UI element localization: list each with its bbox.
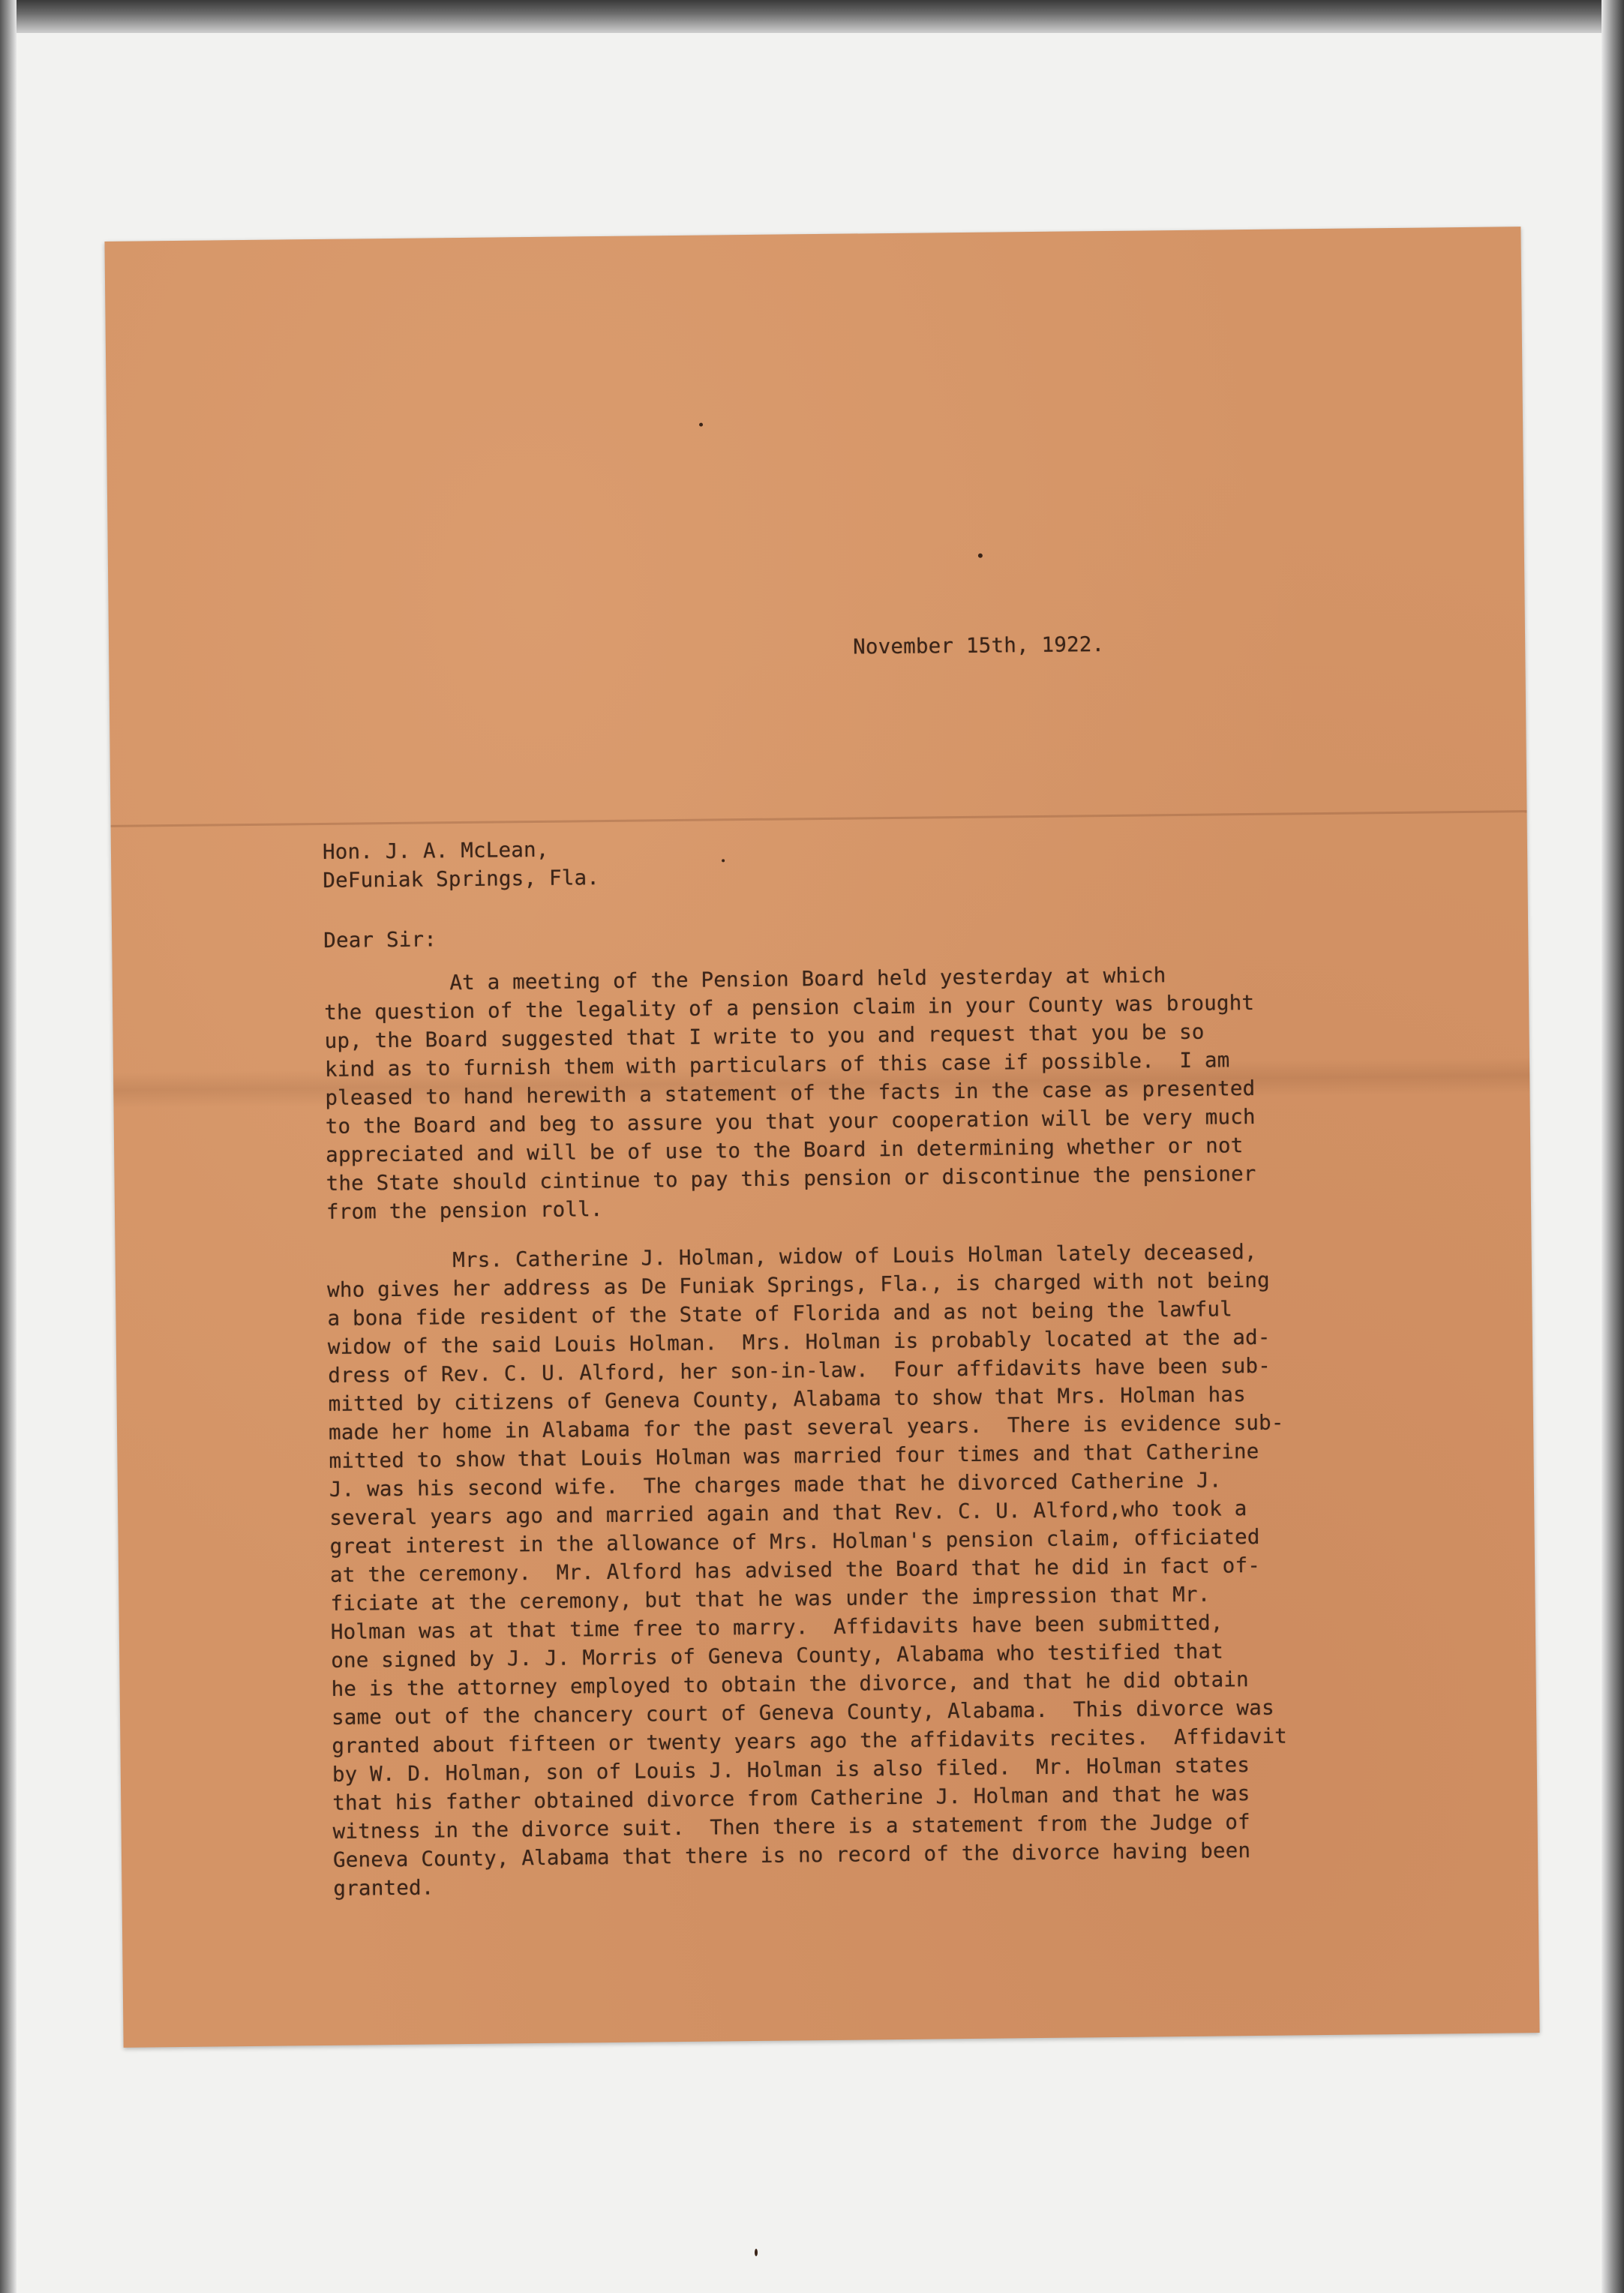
ink-speck xyxy=(978,554,983,558)
text-line: J. was his second wife. The charges made that he divorced Catherine J. xyxy=(329,1468,1222,1502)
ink-speck xyxy=(755,2249,758,2256)
text-line: granted about fifteen or twenty years ago the affidavits recites. Affidavit xyxy=(332,1724,1288,1758)
text-line: great interest in the allowance of Mrs. Holman's pension claim, officiated xyxy=(329,1524,1260,1559)
text-line: at the ceremony. Mr. Alford has advised the Board that he did in fact of- xyxy=(329,1553,1261,1587)
text-line: up, the Board suggested that I write to you and request that you be so xyxy=(324,1019,1205,1053)
text-line: At a meeting of the Pension Board held yesterday at which xyxy=(323,963,1166,996)
text-line: granted. xyxy=(333,1875,434,1901)
text-line: a bona fide resident of the State of Florida and as not being the lawful xyxy=(327,1297,1233,1331)
scanner-left-edge xyxy=(0,0,17,2293)
letter-page xyxy=(104,227,1539,2048)
scanner-top-edge xyxy=(0,0,1624,33)
paper-fold-line xyxy=(111,810,1527,827)
text-line: ficiate at the ceremony, but that he was under the impression that Mr. xyxy=(330,1582,1211,1616)
text-line: pleased to hand herewith a statement of the facts in the case as presented xyxy=(325,1076,1256,1110)
text-line: witness in the divorce suit. Then there is a statement from the Judge of xyxy=(332,1810,1250,1844)
text-line: several years ago and married again and that Rev. C. U. Alford,who took a xyxy=(329,1496,1247,1530)
text-line: the question of the legality of a pension claim in your County was brought xyxy=(324,990,1255,1025)
text-line: who gives her address as De Funiak Springs, Fla., is charged with not being xyxy=(326,1268,1270,1302)
scanner-right-edge xyxy=(1601,0,1624,2293)
text-line: to the Board and beg to assure you that your cooperation will be very much xyxy=(325,1104,1256,1139)
text-line: that his father obtained divorce from Catherine J. Holman and that he was xyxy=(332,1781,1250,1815)
text-line: by W. D. Holman, son of Louis J. Holman is also filed. Mr. Holman states xyxy=(332,1753,1250,1787)
text-line: mitted by citizens of Geneva County, Alabama to show that Mrs. Holman has xyxy=(328,1382,1247,1416)
text-line: Holman was at that time free to marry. Affidavits have been submitted, xyxy=(330,1610,1223,1644)
text-line: the State should cintinue to pay this pension or discontinue the pensioner xyxy=(326,1161,1256,1196)
ink-speck xyxy=(699,423,703,427)
text-line: Mrs. Catherine J. Holman, widow of Louis Holman lately deceased, xyxy=(326,1239,1257,1274)
text-line: kind as to furnish them with particulars of this case if possible. I am xyxy=(324,1048,1230,1082)
text-line: same out of the chancery court of Geneva County, Alabama. This divorce was xyxy=(331,1695,1274,1730)
text-line: mitted to show that Louis Holman was married four times and that Catherine xyxy=(329,1439,1259,1473)
text-line: widow of the said Louis Holman. Mrs. Holman is probably located at the ad- xyxy=(327,1325,1271,1359)
letter-date: November 15th, 1922. xyxy=(852,632,1105,659)
recipient-address xyxy=(323,835,599,895)
body-paragraph-1 xyxy=(324,958,1496,1226)
salutation: Dear Sir: xyxy=(323,927,437,953)
ink-speck xyxy=(722,859,725,862)
recipient-line: Hon. J. A. McLean, xyxy=(322,837,549,864)
text-line: dress of Rev. C. U. Alford, her son-in-law. Four affidavits have been sub- xyxy=(328,1353,1271,1388)
text-line: Geneva County, Alabama that there is no record of the divorce having been xyxy=(332,1838,1251,1872)
recipient-line: DeFuniak Springs, Fla. xyxy=(323,866,600,893)
text-line: he is the attorney employed to obtain the divorce, and that he did obtain xyxy=(331,1667,1249,1701)
text-line: one signed by J. J. Morris of Geneva County, Alabama who testified that xyxy=(331,1639,1224,1673)
text-line: from the pension roll. xyxy=(326,1197,603,1224)
body-paragraph-2 xyxy=(327,1235,1504,1903)
text-line: made her home in Alabama for the past several years. There is evidence sub- xyxy=(328,1410,1284,1445)
text-line: appreciated and will be of use to the Board in determining whether or not xyxy=(326,1133,1244,1167)
